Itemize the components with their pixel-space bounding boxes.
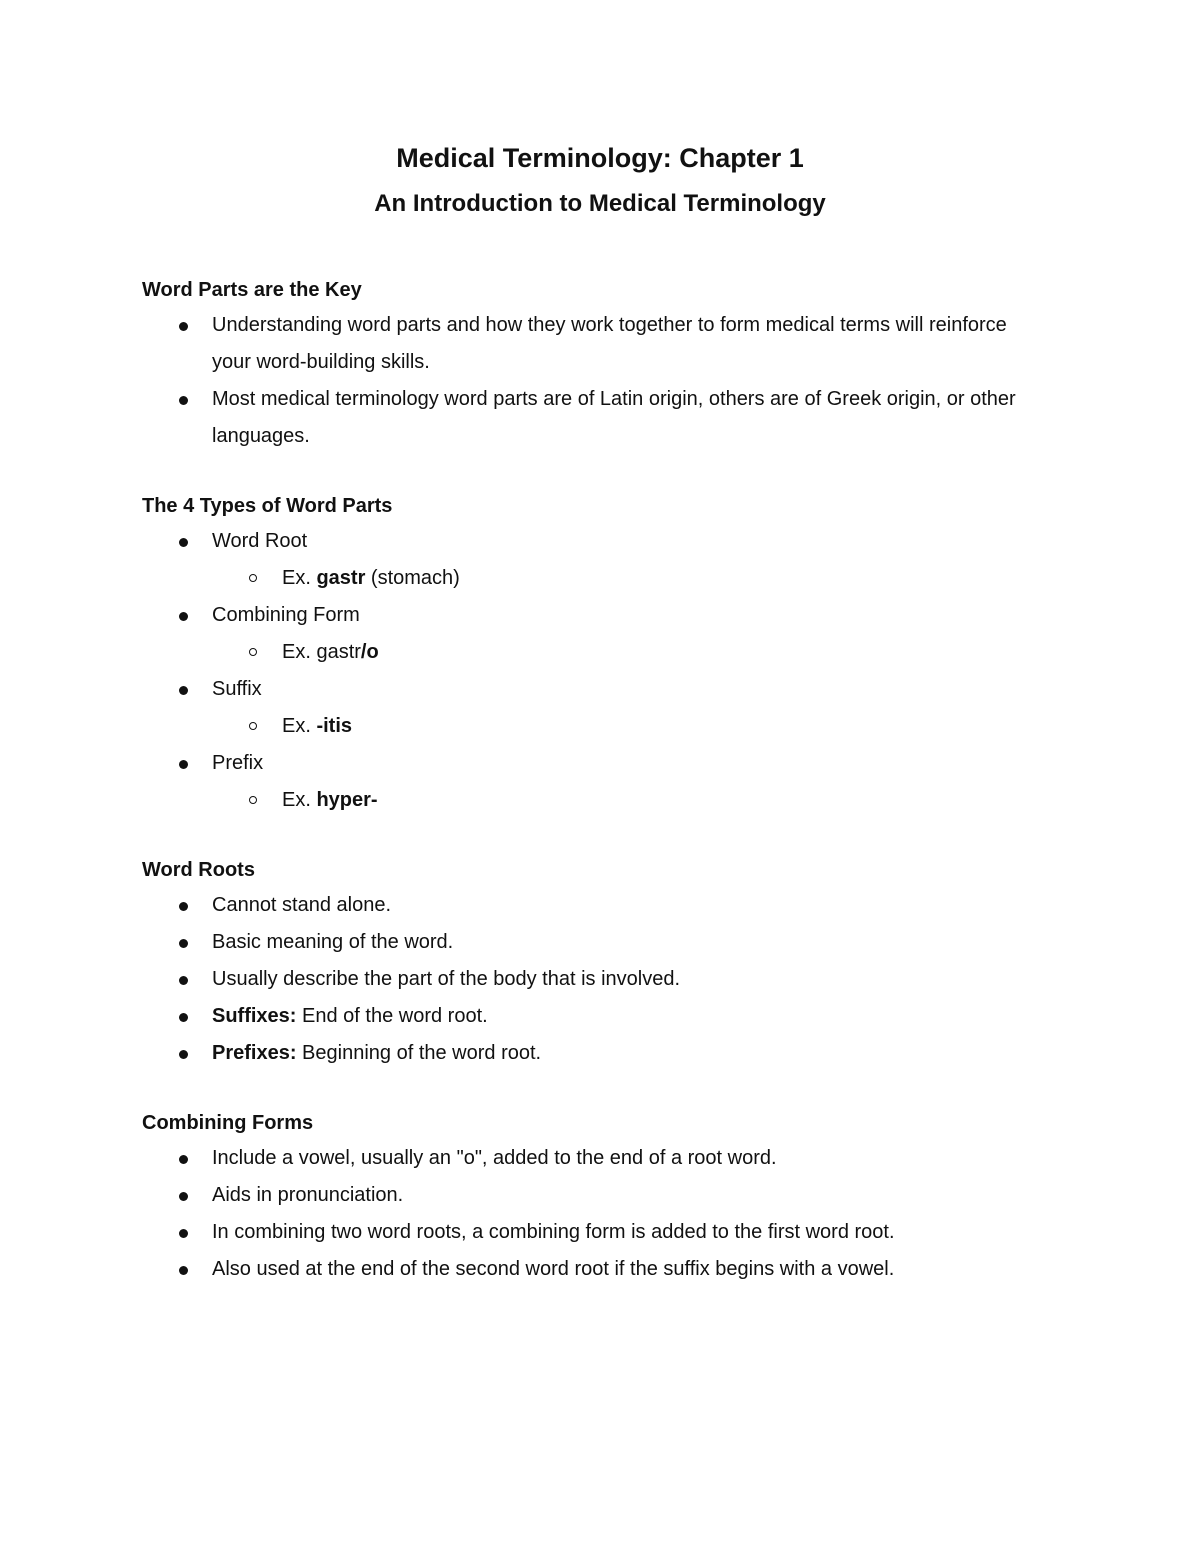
bullet-icon: [179, 1155, 188, 1164]
term-label: Suffixes:: [212, 1005, 297, 1027]
bullet-icon: [179, 1050, 188, 1059]
list-item: [142, 887, 1042, 924]
list-item-text: Basic meaning of the word.: [212, 931, 454, 953]
list-item-text: Prefix: [212, 752, 264, 774]
bullet-icon: [179, 1013, 188, 1022]
list-item-text: Usually describe the part of the body that is involved.: [212, 968, 681, 990]
list-item-text: Combining Form: [212, 604, 360, 626]
list-item-text: Understanding word parts and how they work together to form medical terms will reinforce your word-building skills.: [212, 314, 1007, 373]
section-heading: Word Parts are the Key: [142, 279, 362, 301]
list-item: [142, 745, 1042, 819]
bullet-icon: [179, 1266, 188, 1275]
bullet-icon: [179, 396, 188, 405]
sub-bullet-list: [212, 782, 1042, 819]
hollow-bullet-icon: [249, 574, 257, 582]
list-item: [142, 1035, 1042, 1072]
hollow-bullet-icon: [249, 648, 257, 656]
document-body: [142, 275, 1042, 1324]
list-item: [142, 1251, 1042, 1288]
list-item-text: Include a vowel, usually an "o", added to the end of a root word.: [212, 1147, 777, 1169]
bullet-icon: [179, 322, 188, 331]
list-item: [142, 961, 1042, 998]
page-title: Medical Terminology: Chapter 1: [396, 143, 804, 173]
bullet-icon: [179, 939, 188, 948]
list-item-text: End of the word root.: [296, 1005, 488, 1027]
sub-list-item: Ex. -itis: [212, 708, 1042, 745]
section-heading: Word Roots: [142, 859, 255, 881]
example-term: /o: [360, 641, 379, 663]
bullet-icon: [179, 976, 188, 985]
bullet-icon: [179, 686, 188, 695]
section-word-parts: [142, 275, 1042, 455]
section-types-of-word-parts: [142, 491, 1042, 819]
bullet-icon: [179, 538, 188, 547]
list-item-text: Beginning of the word root.: [296, 1042, 542, 1064]
sub-bullet-list: [212, 708, 1042, 745]
section-word-roots: [142, 855, 1042, 1072]
sub-list-item: Ex. gastr/o: [212, 634, 1042, 671]
list-item: [142, 924, 1042, 961]
list-item: [142, 381, 1042, 455]
list-item-text: Word Root: [212, 530, 308, 552]
section-heading: Combining Forms: [142, 1112, 314, 1134]
sub-list-item: Ex. hyper-: [212, 782, 1042, 819]
example-term: gastr: [316, 567, 366, 589]
page-subtitle: An Introduction to Medical Terminology: [374, 190, 826, 217]
hollow-bullet-icon: [249, 796, 257, 804]
term-label: Prefixes:: [212, 1042, 297, 1064]
bullet-icon: [179, 612, 188, 621]
bullet-icon: [179, 1192, 188, 1201]
bullet-icon: [179, 902, 188, 911]
bullet-icon: [179, 760, 188, 769]
bullet-list: [142, 1140, 1042, 1288]
example-term: -itis: [316, 715, 353, 737]
list-item: [142, 597, 1042, 671]
list-item: [142, 1214, 1042, 1251]
section-heading: The 4 Types of Word Parts: [142, 495, 393, 517]
hollow-bullet-icon: [249, 722, 257, 730]
list-item: [142, 1140, 1042, 1177]
list-item-text: Also used at the end of the second word root if the suffix begins with a vowel.: [212, 1258, 895, 1280]
bullet-list: [142, 887, 1042, 1072]
list-item: [142, 523, 1042, 597]
section-combining-forms: [142, 1108, 1042, 1288]
list-item-text: Suffix: [212, 678, 262, 700]
list-item-text: Most medical terminology word parts are of Latin origin, others are of Greek origin, or other languages.: [212, 388, 1016, 447]
sub-bullet-list: [212, 634, 1042, 671]
list-item: [142, 307, 1042, 381]
list-item: [142, 1177, 1042, 1214]
bullet-list: [142, 307, 1042, 455]
list-item: [142, 998, 1042, 1035]
list-item-text: Cannot stand alone.: [212, 894, 392, 916]
list-item-text: In combining two word roots, a combining form is added to the first word root.: [212, 1221, 895, 1243]
sub-list-item: Ex. gastr (stomach): [212, 560, 1042, 597]
example-term: hyper-: [316, 789, 378, 811]
list-item: [142, 671, 1042, 745]
list-item-text: Aids in pronunciation.: [212, 1184, 404, 1206]
sub-bullet-list: [212, 560, 1042, 597]
bullet-list: [142, 523, 1042, 819]
bullet-icon: [179, 1229, 188, 1238]
